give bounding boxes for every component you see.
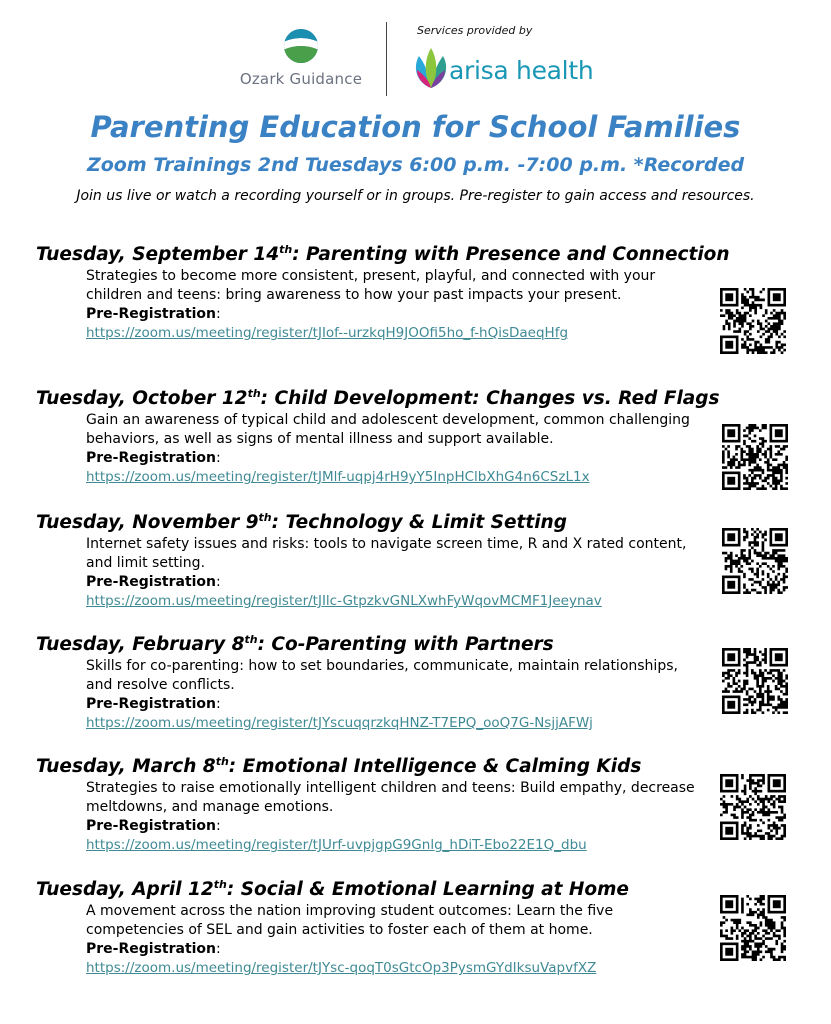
qr-code-icon [720,288,786,354]
registration-link[interactable]: https://zoom.us/meeting/register/tJYsc-qoqT0sGtcOp3PysmGYdIksuVapvfXZ [86,960,597,977]
session-heading: Tuesday, March 8th: Emotional Intelligence & Calming Kids [36,755,642,778]
ozark-guidance-mark-icon [283,28,319,64]
session-heading: Tuesday, October 12th: Child Development: Changes vs. Red Flags [36,387,720,410]
registration-link[interactable]: https://zoom.us/meeting/register/tJUrf-uvpjgpG9Gnlg_hDiT-Ebo22E1Q_dbu [86,837,587,854]
session-description: Skills for co-parenting: how to set boundaries, communicate, maintain relationships, and resolve conflicts. [86,658,678,694]
prereg-label: Pre-Registration [86,306,217,323]
session-february: Tuesday, February 8th: Co-Parenting with Partners Skills for co-parenting: how to set boundaries, communicate, maintain relationships, and resolve conflicts. Pre-Registration: https://zoom.us/meeting/register/tJYscuqqrzkqHNZ-T7EPQ_ooQ7G-NsjjAFWj [36,628,796,733]
registration-link[interactable]: https://zoom.us/meeting/register/tJIlc-GtpzkvGNLXwhFyWqovMCMF1Jeeynav [86,593,602,610]
ozark-guidance-logo [236,28,366,90]
qr-code-icon [722,648,788,714]
logo-divider [386,22,387,96]
session-description: A movement across the nation improving student outcomes: Learn the five competencies of SEL and gain activities to foster each of them at home. [86,903,614,939]
prereg-label: Pre-Registration [86,574,217,591]
services-provided-by: Services provided by [417,24,533,37]
qr-code-icon [722,528,788,594]
session-september: Tuesday, September 14th: Parenting with Presence and Connection Strategies to become more consistent, present, playful, and connected with your children and teens: bring awareness to how your past impacts your present. Pre-Registration: https://zoom.us/meeting/register/tJIof--urzkqH9JOOfi5ho_f-hQisDaeqHfg [36,238,796,343]
qr-code-icon [720,895,786,961]
page-subtitle: Zoom Trainings 2nd Tuesdays 6:00 p.m. -7:00 p.m. *Recorded [86,154,745,176]
ozark-guidance-name: Ozark Guidance [239,70,363,88]
prereg-label: Pre-Registration [86,941,217,958]
intro-text: Join us live or watch a recording yourself or in groups. Pre-register to gain access and resources. [76,188,755,204]
session-april: Tuesday, April 12th: Social & Emotional Learning at Home A movement across the nation improving student outcomes: Learn the five competencies of SEL and gain activities to foster each of them at home. Pre-Registration: https://zoom.us/meeting/register/tJYsc-qoqT0sGtcOp3PysmGYdIksuVapvfXZ [36,873,796,978]
session-description: Strategies to become more consistent, present, playful, and connected with your children and teens: bring awareness to how your past impacts your present. [86,268,656,304]
qr-code-icon [720,774,786,840]
prereg-label: Pre-Registration [86,818,217,835]
session-november: Tuesday, November 9th: Technology & Limit Setting Internet safety issues and risks: tools to navigate screen time, R and X rated content, and limit setting. Pre-Registration: https://zoom.us/meeting/register/tJIlc-GtpzkvGNLXwhFyWqovMCMF1Jeeynav [36,506,796,611]
session-heading: Tuesday, September 14th: Parenting with Presence and Connection [36,243,730,266]
registration-link[interactable]: https://zoom.us/meeting/register/tJMlf-uqpj4rH9yY5InpHClbXhG4n6CSzL1x [86,469,590,486]
session-october: Tuesday, October 12th: Child Development: Changes vs. Red Flags Gain an awareness of typical child and adolescent development, common challenging behaviors, as well as signs of mental illness and support available. Pre-Registration: https://zoom.us/meeting/register/tJMlf-uqpj4rH9yY5InpHClbXhG4n6CSzL1x [36,382,796,487]
session-march: Tuesday, March 8th: Emotional Intelligence & Calming Kids Strategies to raise emotionally intelligent children and teens: Build empathy, decrease meltdowns, and manage emotions. Pre-Registration: https://zoom.us/meeting/register/tJUrf-uvpjgpG9Gnlg_hDiT-Ebo22E1Q_dbu [36,750,796,855]
prereg-label: Pre-Registration [86,450,217,467]
qr-code-icon [722,424,788,490]
session-heading: Tuesday, November 9th: Technology & Limit Setting [36,511,567,534]
session-heading: Tuesday, April 12th: Social & Emotional Learning at Home [36,878,629,901]
registration-link[interactable]: https://zoom.us/meeting/register/tJYscuqqrzkqHNZ-T7EPQ_ooQ7G-NsjjAFWj [86,715,593,732]
page-title: Parenting Education for School Families [90,110,741,144]
registration-link[interactable]: https://zoom.us/meeting/register/tJIof--urzkqH9JOOfi5ho_f-hQisDaeqHfg [86,325,569,342]
session-description: Gain an awareness of typical child and adolescent development, common challenging behaviors, as well as signs of mental illness and support available. [86,412,690,448]
session-description: Strategies to raise emotionally intelligent children and teens: Build empathy, decrease meltdowns, and manage emotions. [86,780,695,816]
arisa-health-logo [411,24,611,96]
prereg-label: Pre-Registration [86,696,217,713]
session-description: Internet safety issues and risks: tools to navigate screen time, R and X rated content, and limit setting. [86,536,687,572]
session-heading: Tuesday, February 8th: Co-Parenting with Partners [36,633,554,656]
arisa-flower-icon [411,46,451,90]
arisa-health-name: arisa health [449,56,594,85]
